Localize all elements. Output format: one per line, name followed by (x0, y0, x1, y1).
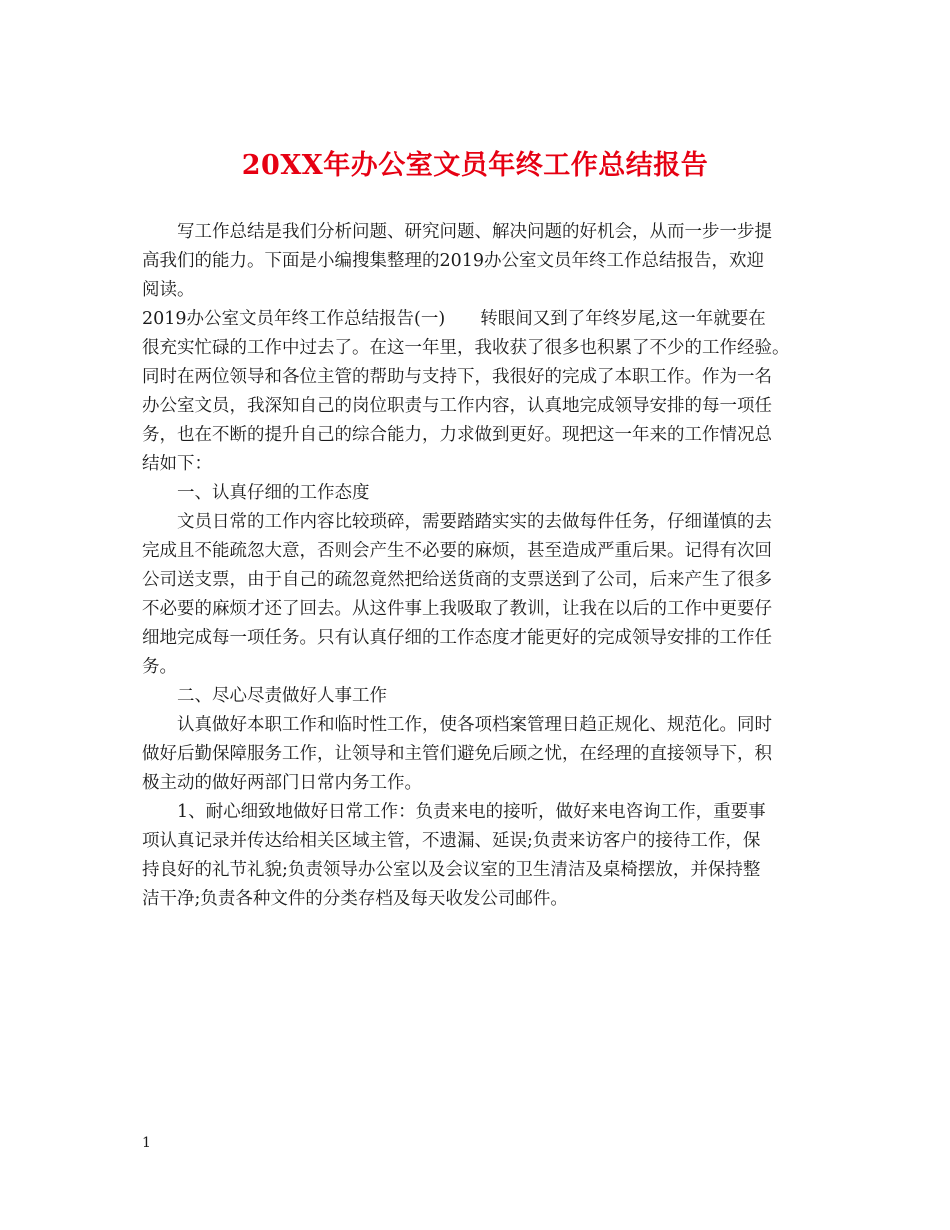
paragraph-line: 洁干净;负责各种文件的分类存档及每天收发公司邮件。 (142, 889, 568, 909)
paragraph-line: 公司送支票，由于自己的疏忽竟然把给送货商的支票送到了公司，后来产生了很多 (142, 570, 772, 590)
paragraph-line: 写工作总结是我们分析问题、研究问题、解决问题的好机会，从而一步一步提 (177, 222, 772, 242)
section-heading: 二、尽心尽责做好人事工作 (177, 686, 387, 706)
paragraph-line: 极主动的做好两部门日常内务工作。 (142, 773, 422, 793)
paragraph-line: 很充实忙碌的工作中过去了。在这一年里，我收获了很多也积累了不少的工作经验。 (142, 338, 790, 358)
paragraph-line: 办公室文员，我深知自己的岗位职责与工作内容，认真地完成领导安排的每一项任 (142, 396, 772, 416)
page-number: 1 (142, 1135, 151, 1151)
paragraph-line: 项认真记录并传达给相关区域主管，不遗漏、延误;负责来访客户的接待工作，保 (142, 831, 761, 851)
paragraph-line: 同时在两位领导和各位主管的帮助与支持下，我很好的完成了本职工作。作为一名 (142, 367, 772, 387)
paragraph-line: 不必要的麻烦才还了回去。从这件事上我吸取了教训，让我在以后的工作中更要仔 (142, 599, 772, 619)
paragraph-line: 做好后勤保障服务工作，让领导和主管们避免后顾之忧，在经理的直接领导下，积 (142, 744, 772, 764)
paragraph-line: 2019办公室文员年终工作总结报告(一) 转眼间又到了年终岁尾,这一年就要在 (142, 309, 766, 329)
document-title: 20XX年办公室文员年终工作总结报告 (241, 150, 709, 181)
document-body (142, 218, 812, 914)
paragraph-line: 完成且不能疏忽大意，否则会产生不必要的麻烦，甚至造成严重后果。记得有次回 (142, 541, 772, 561)
paragraph-line: 务。 (142, 657, 177, 677)
paragraph-line: 结如下： (142, 454, 212, 474)
paragraph-line: 文员日常的工作内容比较琐碎，需要踏踏实实的去做每件任务，仔细谨慎的去 (177, 512, 772, 532)
paragraph-line: 细地完成每一项任务。只有认真仔细的工作态度才能更好的完成领导安排的工作任 (142, 628, 772, 648)
paragraph-line: 1、耐心细致地做好日常工作：负责来电的接听，做好来电咨询工作，重要事 (177, 802, 766, 822)
paragraph-line: 阅读。 (142, 280, 195, 300)
paragraph-line: 认真做好本职工作和临时性工作，使各项档案管理日趋正规化、规范化。同时 (177, 715, 772, 735)
paragraph-line: 务，也在不断的提升自己的综合能力，力求做到更好。现把这一年来的工作情况总 (142, 425, 772, 445)
paragraph-line: 高我们的能力。下面是小编搜集整理的2019办公室文员年终工作总结报告，欢迎 (142, 251, 765, 271)
section-heading: 一、认真仔细的工作态度 (177, 483, 370, 503)
paragraph-line: 持良好的礼节礼貌;负责领导办公室以及会议室的卫生清洁及桌椅摆放，并保持整 (142, 860, 761, 880)
